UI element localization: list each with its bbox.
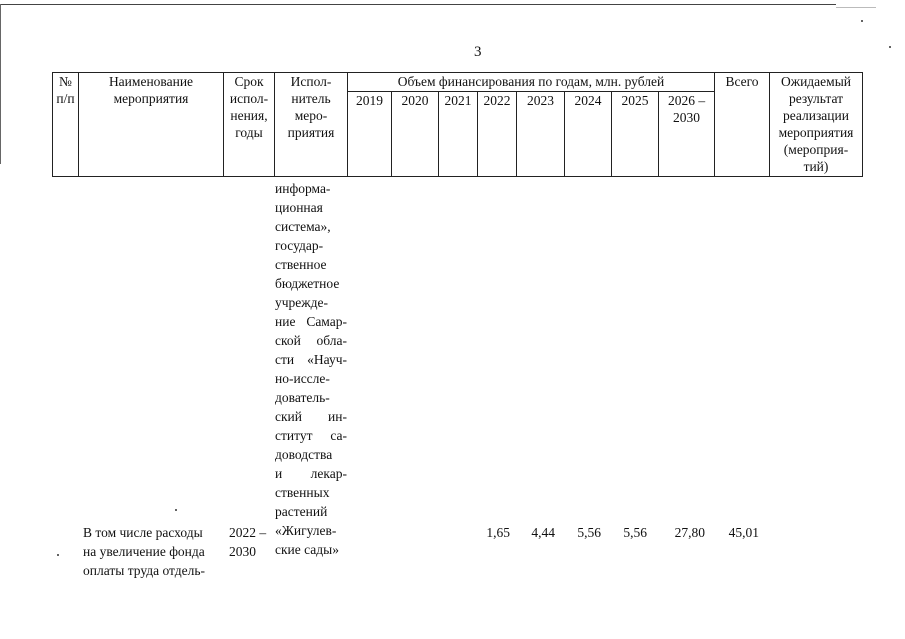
- cell-2026-2030: 27,80: [674, 525, 705, 540]
- executor-line: учрежде-: [275, 295, 328, 310]
- scan-speck: [57, 554, 59, 556]
- executor-line: ственных: [275, 485, 330, 500]
- header-year-2025: 2025: [621, 93, 649, 108]
- executor-line: система»,: [275, 219, 331, 234]
- header-year-2024: 2024: [574, 93, 602, 108]
- scan-border-top-faint: [836, 7, 876, 8]
- scan-speck: [175, 509, 177, 511]
- executor-line: доводства: [275, 447, 333, 462]
- executor-line: ционная: [275, 200, 323, 215]
- header-year-2019: 2019: [356, 93, 383, 108]
- cell-2023: 4,44: [531, 525, 555, 540]
- executor-line: государ-: [275, 238, 324, 253]
- header-executor: Испол- нитель меро- приятия: [287, 74, 335, 140]
- header-result: Ожидаемый результат реализации мероприятия (мероприя- тий): [778, 74, 854, 174]
- executor-line: бюджетное: [275, 276, 340, 291]
- executor-continuation: [275, 179, 347, 559]
- executor-line: и лекар-: [275, 466, 347, 481]
- page-number: 3: [474, 44, 482, 60]
- executor-line: ственное: [275, 257, 327, 272]
- row-term: 2022 – 2030: [229, 525, 267, 559]
- table-header: [52, 72, 863, 177]
- scan-border-left: [0, 4, 1, 164]
- header-year-2020: 2020: [401, 93, 429, 108]
- header-name: Наименование мероприятия: [108, 74, 194, 106]
- header-no: № п/п: [56, 74, 75, 106]
- cell-total: 45,01: [728, 525, 759, 540]
- header-year-2022: 2022: [483, 93, 511, 108]
- executor-line: дователь-: [275, 390, 330, 405]
- scan-speck: [861, 20, 863, 22]
- header-year-2026-2030: 2026 – 2030: [667, 93, 706, 125]
- executor-line: «Жигулев-: [275, 523, 337, 538]
- executor-line: растений: [275, 504, 328, 519]
- cell-2025: 5,56: [623, 525, 647, 540]
- executor-line: но-иссле-: [275, 371, 330, 386]
- scan-speck: [889, 46, 891, 48]
- executor-line: ние Самар-: [275, 314, 347, 329]
- executor-line: ской обла-: [275, 333, 347, 348]
- executor-line: информа-: [275, 181, 331, 196]
- header-funding: Объем финансирования по годам, млн. рублей: [397, 74, 665, 89]
- header-total: Всего: [725, 74, 759, 89]
- executor-line: ститут са-: [275, 428, 347, 443]
- executor-line: сти «Науч-: [275, 352, 347, 367]
- header-year-2021: 2021: [444, 93, 472, 108]
- cell-2024: 5,56: [577, 525, 601, 540]
- header-year-2023: 2023: [527, 93, 554, 108]
- header-term: Срок испол- нения, годы: [229, 74, 269, 140]
- cell-2022: 1,65: [486, 525, 510, 540]
- scan-border-top: [0, 4, 836, 5]
- executor-line: ский ин-: [275, 409, 347, 424]
- row-name: В том числе расходы на увеличение фонда оплаты труда отдель-: [83, 525, 206, 578]
- executor-line: ские сады»: [275, 542, 339, 557]
